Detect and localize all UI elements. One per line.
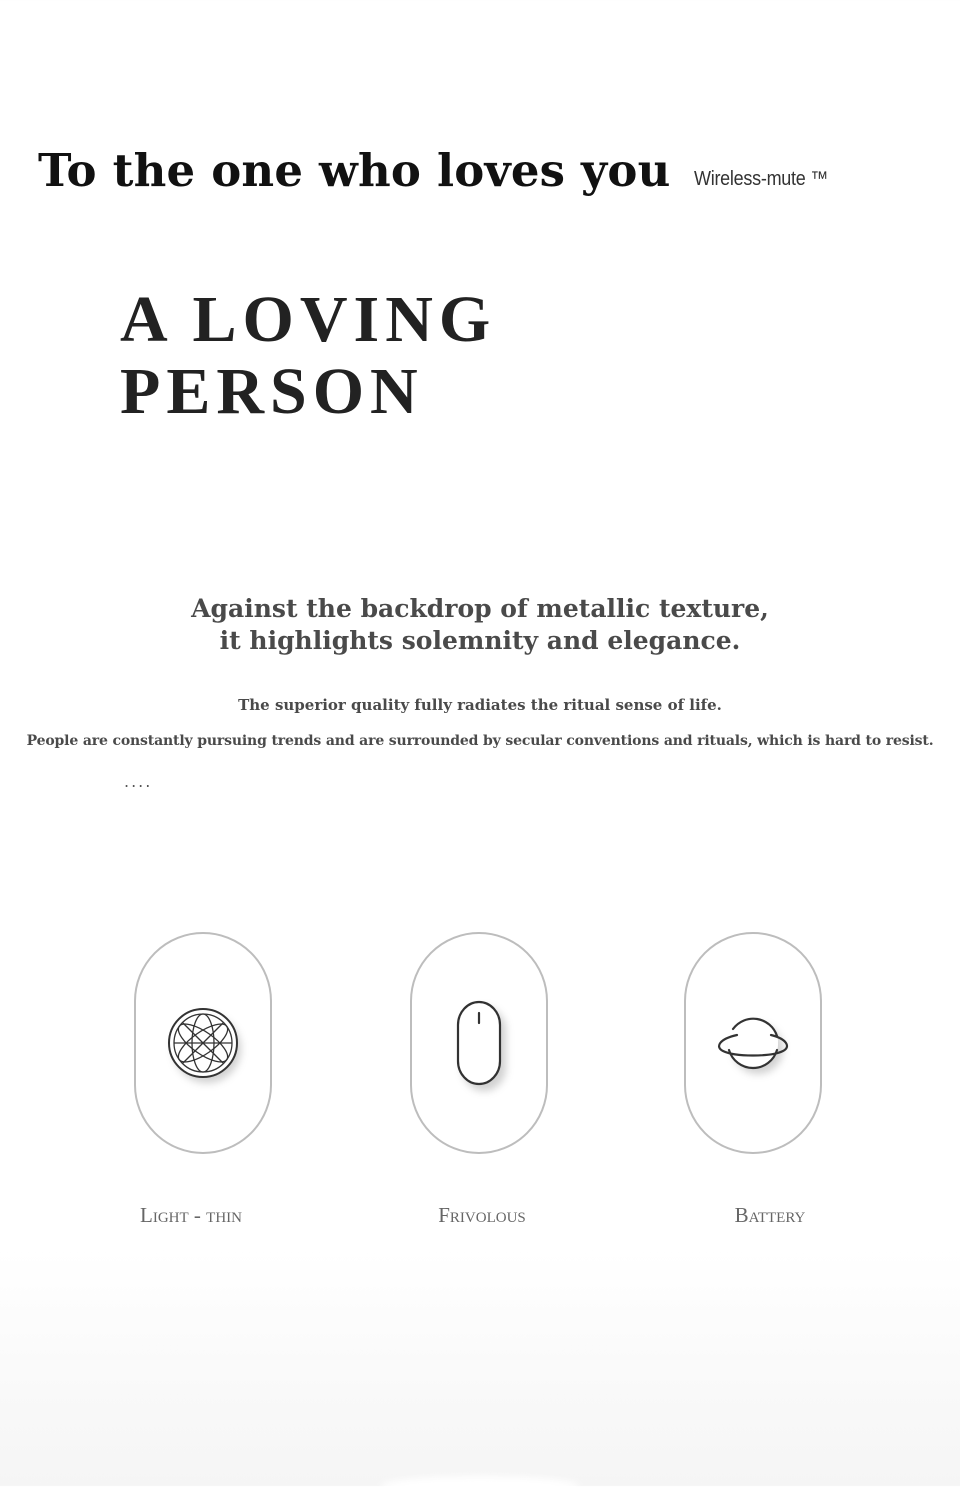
mouse-icon — [455, 998, 503, 1088]
bottom-glow — [380, 1476, 580, 1496]
feature-label-light-thin: Light - thin — [140, 1203, 242, 1227]
hero-title-line-1: A LOVING — [120, 283, 497, 356]
feature-card-battery — [684, 932, 822, 1154]
quality-text: The superior quality fully radiates the ritual sense of life. — [238, 696, 722, 714]
planet-icon — [713, 1011, 793, 1075]
feature-card-frivolous — [410, 932, 548, 1154]
headline: To the one who loves you — [38, 144, 671, 197]
feature-label-frivolous: Frivolous — [438, 1203, 526, 1227]
subtitle-line-1: Against the backdrop of metallic texture, — [191, 594, 769, 623]
subtitle — [0, 593, 960, 657]
brand-name: Wireless-mute ™ — [694, 168, 828, 190]
hero-title — [120, 284, 496, 428]
hero-title-line-2: PERSON — [120, 355, 424, 428]
feature-card-light-thin — [134, 932, 272, 1154]
globe-icon — [166, 1006, 240, 1080]
ellipsis: .... — [124, 772, 153, 791]
subtitle-line-2: it highlights solemnity and elegance. — [219, 626, 741, 655]
people-text: People are constantly pursuing trends and are surrounded by secular conventions and rituals, which is hard to resist. — [26, 733, 934, 749]
feature-label-battery: Battery — [734, 1203, 806, 1227]
